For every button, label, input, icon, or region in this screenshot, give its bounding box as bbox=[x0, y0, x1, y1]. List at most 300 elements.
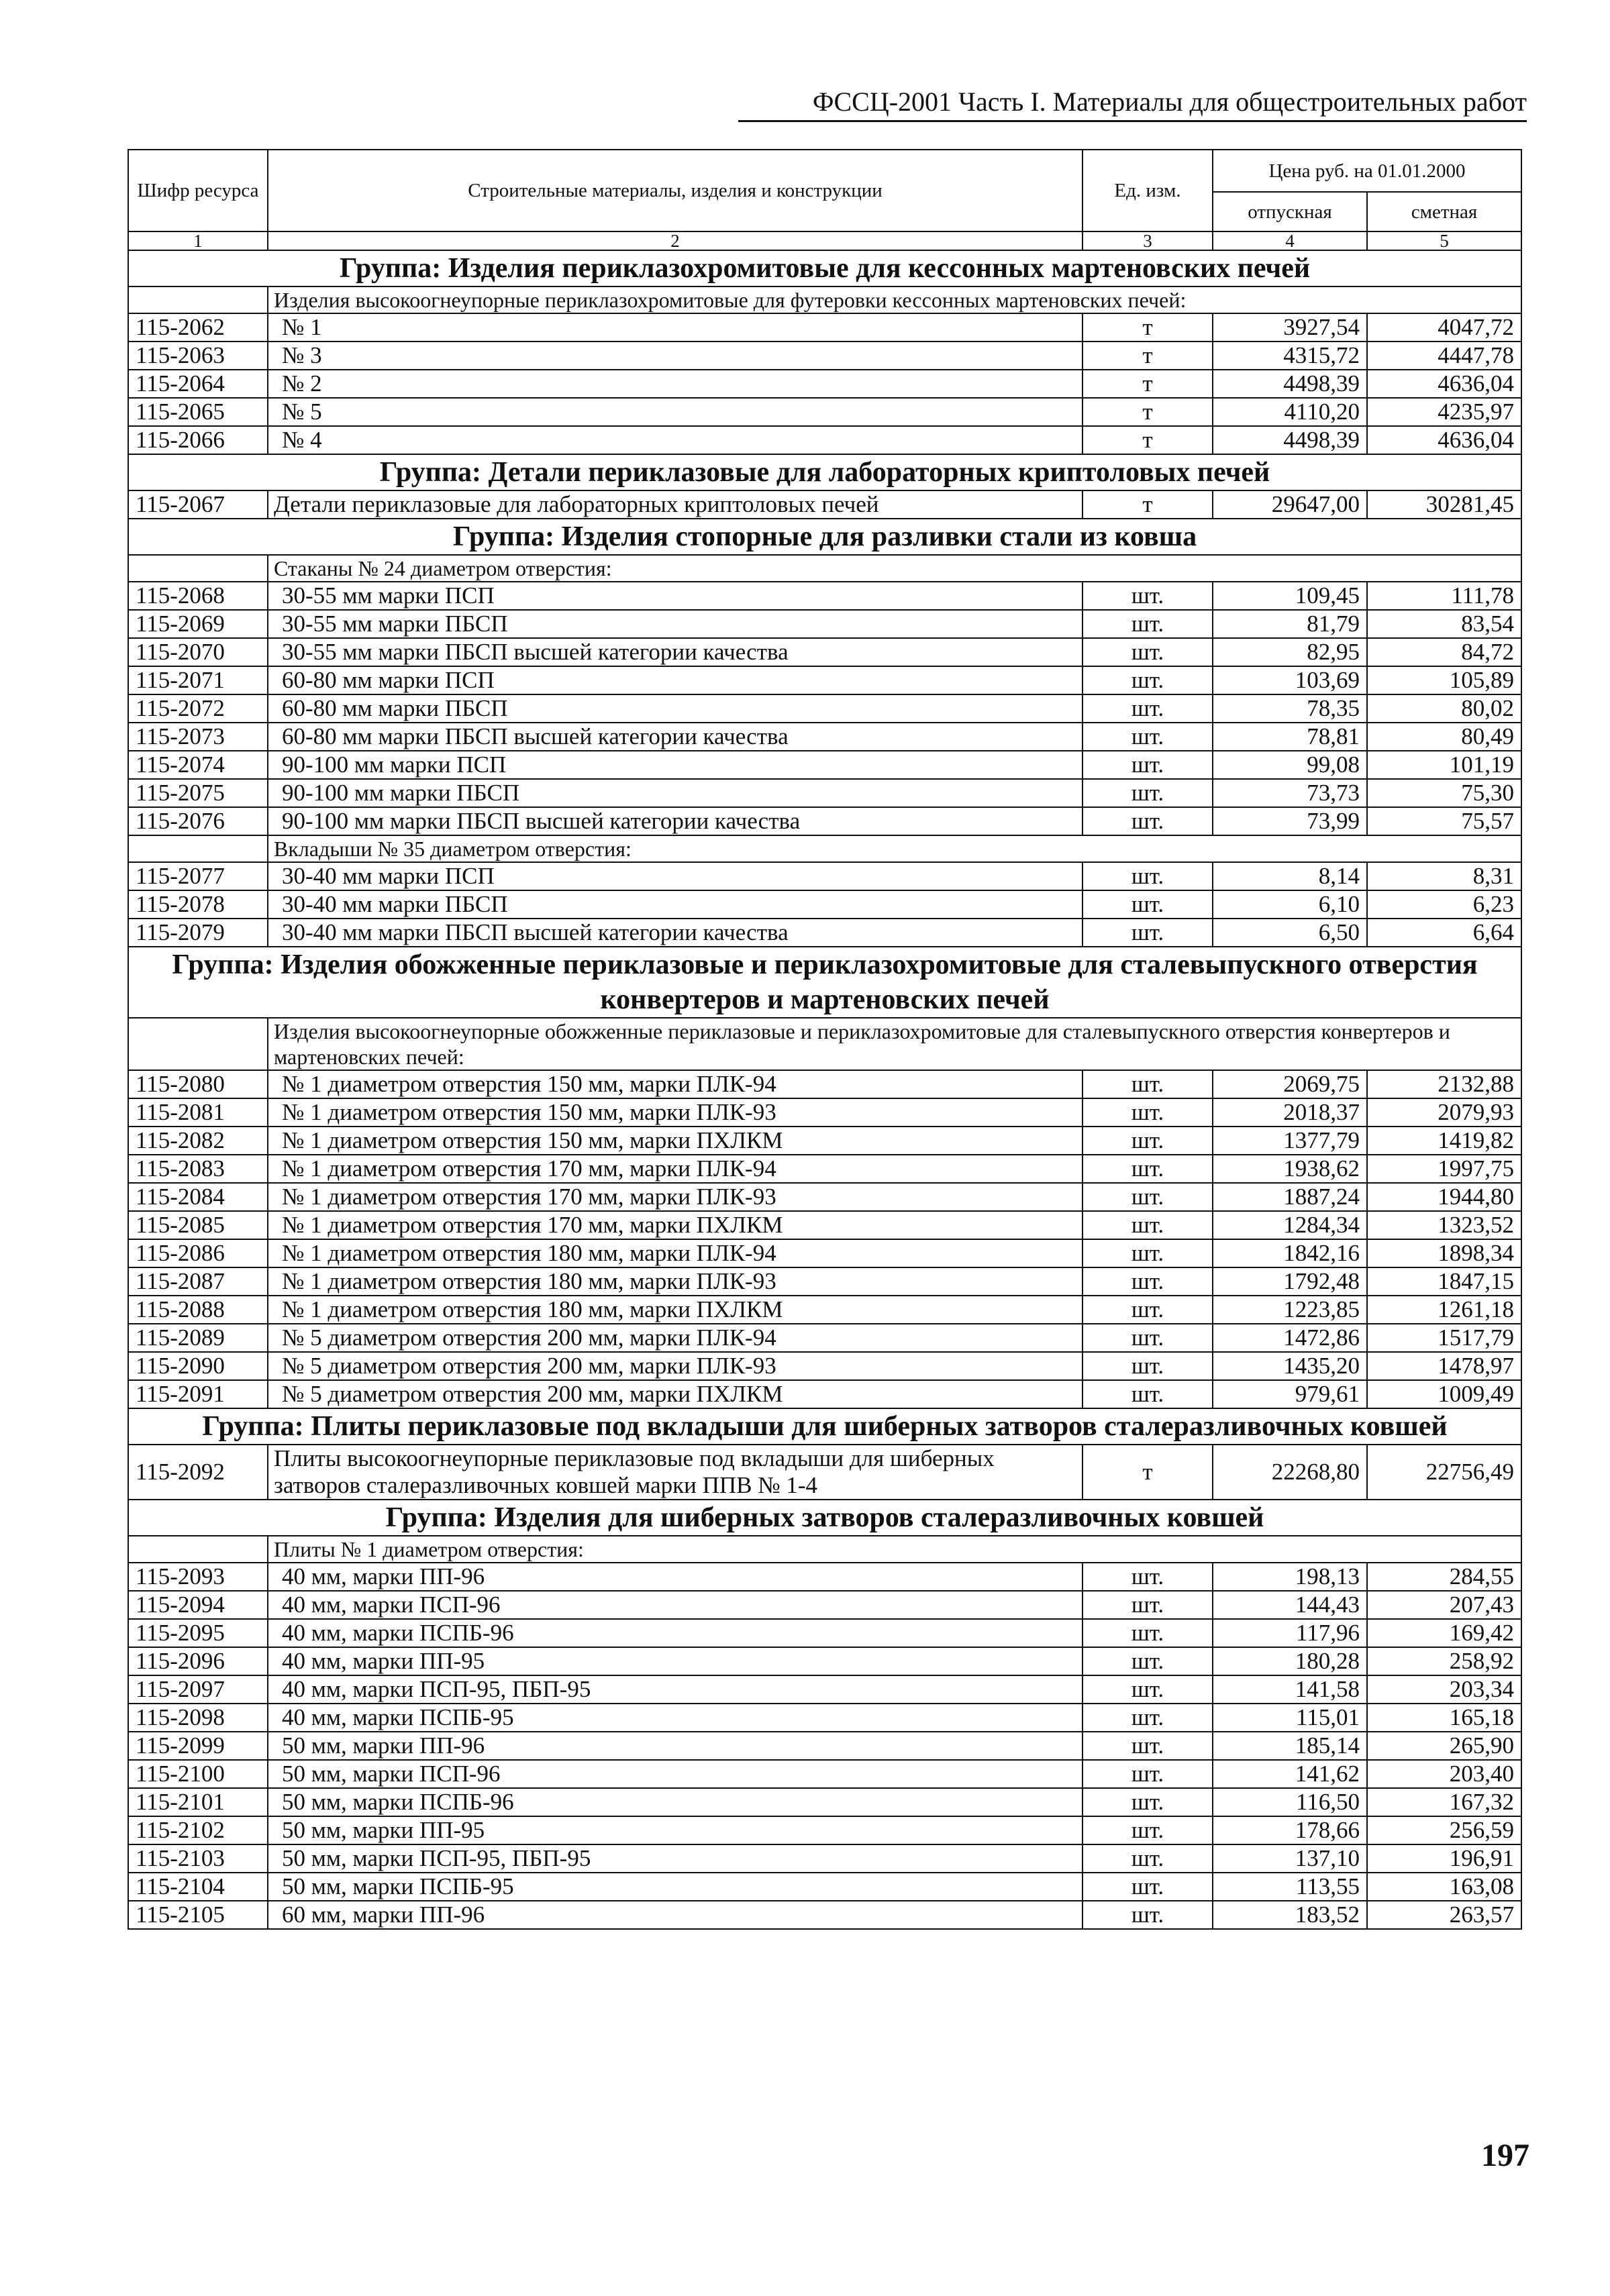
resource-code: 115-2083 bbox=[128, 1155, 268, 1183]
unit-cell: шт. bbox=[1083, 1619, 1213, 1647]
unit-cell: шт. bbox=[1083, 1591, 1213, 1619]
subheading-row bbox=[128, 555, 1521, 582]
release-price: 1472,86 bbox=[1213, 1324, 1367, 1352]
table-row bbox=[128, 666, 1521, 694]
material-name: 60-80 мм марки ПБСП bbox=[268, 694, 1083, 723]
resource-code: 115-2098 bbox=[128, 1704, 268, 1732]
resource-code: 115-2065 bbox=[128, 398, 268, 426]
empty-code-cell bbox=[128, 1536, 268, 1563]
unit-cell: шт. bbox=[1083, 1324, 1213, 1352]
estimate-price: 1944,80 bbox=[1367, 1183, 1521, 1211]
table-row bbox=[128, 1844, 1521, 1873]
unit-cell: шт. bbox=[1083, 666, 1213, 694]
table-row bbox=[128, 1760, 1521, 1788]
release-price: 1887,24 bbox=[1213, 1183, 1367, 1211]
unit-cell: шт. bbox=[1083, 1380, 1213, 1408]
resource-code: 115-2105 bbox=[128, 1901, 268, 1929]
release-price: 1435,20 bbox=[1213, 1352, 1367, 1380]
material-name: Плиты высокоогнеупорные периклазовые под вкладыши для шиберных затворов сталеразливочных ковшей марки ППВ № 1-4 bbox=[268, 1445, 1083, 1500]
resource-code: 115-2100 bbox=[128, 1760, 268, 1788]
material-name: № 3 bbox=[268, 342, 1083, 370]
estimate-price: 1478,97 bbox=[1367, 1352, 1521, 1380]
release-price: 73,73 bbox=[1213, 779, 1367, 807]
unit-cell: шт. bbox=[1083, 1211, 1213, 1239]
unit-cell: шт. bbox=[1083, 890, 1213, 919]
subheading-row bbox=[128, 286, 1521, 313]
column-number: 3 bbox=[1083, 231, 1213, 250]
material-name: 40 мм, марки ПП-96 bbox=[268, 1563, 1083, 1591]
table-row bbox=[128, 426, 1521, 454]
resource-code: 115-2073 bbox=[128, 723, 268, 751]
table-row bbox=[128, 1873, 1521, 1901]
resource-code: 115-2079 bbox=[128, 919, 268, 947]
group-title: Группа: Плиты периклазовые под вкладыши для шиберных затворов сталеразливочных ковшей bbox=[128, 1408, 1521, 1445]
unit-cell: шт. bbox=[1083, 1127, 1213, 1155]
resource-code: 115-2094 bbox=[128, 1591, 268, 1619]
unit-cell: шт. bbox=[1083, 1901, 1213, 1929]
material-name: 40 мм, марки ПСП-96 bbox=[268, 1591, 1083, 1619]
estimate-price: 1419,82 bbox=[1367, 1127, 1521, 1155]
resource-code: 115-2072 bbox=[128, 694, 268, 723]
material-name: № 4 bbox=[268, 426, 1083, 454]
group-title: Группа: Изделия для шиберных затворов сталеразливочных ковшей bbox=[128, 1500, 1521, 1536]
table-row bbox=[128, 638, 1521, 666]
table-row bbox=[128, 1675, 1521, 1704]
table-row bbox=[128, 1239, 1521, 1267]
estimate-price: 1997,75 bbox=[1367, 1155, 1521, 1183]
unit-cell: шт. bbox=[1083, 1704, 1213, 1732]
table-row bbox=[128, 779, 1521, 807]
unit-cell: шт. bbox=[1083, 1296, 1213, 1324]
header-name: Строительные материалы, изделия и конструкции bbox=[268, 150, 1083, 231]
empty-code-cell bbox=[128, 555, 268, 582]
release-price: 2018,37 bbox=[1213, 1098, 1367, 1127]
material-name: № 1 диаметром отверстия 180 мм, марки ПХЛКМ bbox=[268, 1296, 1083, 1324]
table-row bbox=[128, 890, 1521, 919]
subheading-row bbox=[128, 1536, 1521, 1563]
estimate-price: 256,59 bbox=[1367, 1816, 1521, 1844]
unit-cell: шт. bbox=[1083, 862, 1213, 890]
table-row bbox=[128, 1267, 1521, 1296]
table-row bbox=[128, 1324, 1521, 1352]
unit-cell: т bbox=[1083, 370, 1213, 398]
resource-code: 115-2087 bbox=[128, 1267, 268, 1296]
resource-code: 115-2088 bbox=[128, 1296, 268, 1324]
material-name: № 1 bbox=[268, 313, 1083, 342]
table-row bbox=[128, 1704, 1521, 1732]
unit-cell: т bbox=[1083, 342, 1213, 370]
release-price: 1792,48 bbox=[1213, 1267, 1367, 1296]
unit-cell: шт. bbox=[1083, 1239, 1213, 1267]
estimate-price: 2132,88 bbox=[1367, 1070, 1521, 1098]
resource-code: 115-2102 bbox=[128, 1816, 268, 1844]
release-price: 198,13 bbox=[1213, 1563, 1367, 1591]
material-name: Детали периклазовые для лабораторных криптоловых печей bbox=[268, 490, 1083, 519]
release-price: 3927,54 bbox=[1213, 313, 1367, 342]
release-price: 99,08 bbox=[1213, 751, 1367, 779]
table-row bbox=[128, 610, 1521, 638]
resource-code: 115-2063 bbox=[128, 342, 268, 370]
page-number: 197 bbox=[1481, 2138, 1529, 2173]
table-row bbox=[128, 1183, 1521, 1211]
release-price: 141,58 bbox=[1213, 1675, 1367, 1704]
release-price: 8,14 bbox=[1213, 862, 1367, 890]
table-row bbox=[128, 807, 1521, 835]
resource-code: 115-2069 bbox=[128, 610, 268, 638]
release-price: 115,01 bbox=[1213, 1704, 1367, 1732]
table-row bbox=[128, 1619, 1521, 1647]
estimate-price: 169,42 bbox=[1367, 1619, 1521, 1647]
group-row bbox=[128, 519, 1521, 555]
resource-code: 115-2095 bbox=[128, 1619, 268, 1647]
group-row bbox=[128, 454, 1521, 490]
estimate-price: 6,23 bbox=[1367, 890, 1521, 919]
release-price: 1223,85 bbox=[1213, 1296, 1367, 1324]
material-name: 90-100 мм марки ПБСП высшей категории качества bbox=[268, 807, 1083, 835]
estimate-price: 167,32 bbox=[1367, 1788, 1521, 1816]
release-price: 81,79 bbox=[1213, 610, 1367, 638]
resource-code: 115-2096 bbox=[128, 1647, 268, 1675]
resource-code: 115-2103 bbox=[128, 1844, 268, 1873]
estimate-price: 4636,04 bbox=[1367, 426, 1521, 454]
unit-cell: шт. bbox=[1083, 1873, 1213, 1901]
group-row bbox=[128, 947, 1521, 1018]
resource-code: 115-2070 bbox=[128, 638, 268, 666]
table-row bbox=[128, 1816, 1521, 1844]
resource-code: 115-2091 bbox=[128, 1380, 268, 1408]
estimate-price: 6,64 bbox=[1367, 919, 1521, 947]
estimate-price: 84,72 bbox=[1367, 638, 1521, 666]
release-price: 4498,39 bbox=[1213, 426, 1367, 454]
material-name: 60 мм, марки ПП-96 bbox=[268, 1901, 1083, 1929]
unit-cell: шт. bbox=[1083, 1352, 1213, 1380]
resource-code: 115-2092 bbox=[128, 1445, 268, 1500]
table-row bbox=[128, 1647, 1521, 1675]
estimate-price: 105,89 bbox=[1367, 666, 1521, 694]
estimate-price: 203,40 bbox=[1367, 1760, 1521, 1788]
resource-code: 115-2078 bbox=[128, 890, 268, 919]
resource-code: 115-2093 bbox=[128, 1563, 268, 1591]
release-price: 113,55 bbox=[1213, 1873, 1367, 1901]
estimate-price: 263,57 bbox=[1367, 1901, 1521, 1929]
column-number: 2 bbox=[268, 231, 1083, 250]
release-price: 117,96 bbox=[1213, 1619, 1367, 1647]
column-number: 5 bbox=[1367, 231, 1521, 250]
empty-code-cell bbox=[128, 286, 268, 313]
release-price: 183,52 bbox=[1213, 1901, 1367, 1929]
estimate-price: 1898,34 bbox=[1367, 1239, 1521, 1267]
table-row bbox=[128, 723, 1521, 751]
group-title: Группа: Изделия обожженные периклазовые и периклазохромитовые для сталевыпускного отверстия конвертеров и мартеновских печей bbox=[128, 947, 1521, 1018]
resource-code: 115-2104 bbox=[128, 1873, 268, 1901]
resource-code: 115-2080 bbox=[128, 1070, 268, 1098]
unit-cell: шт. bbox=[1083, 1844, 1213, 1873]
resource-code: 115-2097 bbox=[128, 1675, 268, 1704]
material-name: 50 мм, марки ПП-96 bbox=[268, 1732, 1083, 1760]
unit-cell: шт. bbox=[1083, 1267, 1213, 1296]
resource-code: 115-2082 bbox=[128, 1127, 268, 1155]
table-row bbox=[128, 751, 1521, 779]
group-title: Группа: Изделия периклазохромитовые для кессонных мартеновских печей bbox=[128, 250, 1521, 286]
release-price: 29647,00 bbox=[1213, 490, 1367, 519]
material-name: № 1 диаметром отверстия 170 мм, марки ПЛК-94 bbox=[268, 1155, 1083, 1183]
release-price: 1284,34 bbox=[1213, 1211, 1367, 1239]
release-price: 22268,80 bbox=[1213, 1445, 1367, 1500]
header-estimate-price: сметная bbox=[1367, 192, 1521, 231]
empty-code-cell bbox=[128, 835, 268, 862]
resource-code: 115-2062 bbox=[128, 313, 268, 342]
estimate-price: 203,34 bbox=[1367, 1675, 1521, 1704]
table-row bbox=[128, 919, 1521, 947]
table-row bbox=[128, 313, 1521, 342]
unit-cell: шт. bbox=[1083, 1098, 1213, 1127]
material-name: № 5 bbox=[268, 398, 1083, 426]
estimate-price: 4636,04 bbox=[1367, 370, 1521, 398]
estimate-price: 4235,97 bbox=[1367, 398, 1521, 426]
unit-cell: шт. bbox=[1083, 582, 1213, 610]
price-table-body bbox=[128, 250, 1521, 1929]
estimate-price: 8,31 bbox=[1367, 862, 1521, 890]
resource-code: 115-2086 bbox=[128, 1239, 268, 1267]
estimate-price: 4047,72 bbox=[1367, 313, 1521, 342]
subheading-row bbox=[128, 835, 1521, 862]
material-name: № 1 диаметром отверстия 150 мм, марки ПЛК-93 bbox=[268, 1098, 1083, 1127]
release-price: 979,61 bbox=[1213, 1380, 1367, 1408]
release-price: 73,99 bbox=[1213, 807, 1367, 835]
estimate-price: 1261,18 bbox=[1367, 1296, 1521, 1324]
release-price: 82,95 bbox=[1213, 638, 1367, 666]
release-price: 1938,62 bbox=[1213, 1155, 1367, 1183]
table-row bbox=[128, 862, 1521, 890]
table-row bbox=[128, 370, 1521, 398]
material-name: 50 мм, марки ПСПБ-96 bbox=[268, 1788, 1083, 1816]
resource-code: 115-2077 bbox=[128, 862, 268, 890]
table-row bbox=[128, 490, 1521, 519]
material-name: 40 мм, марки ПСПБ-96 bbox=[268, 1619, 1083, 1647]
estimate-price: 196,91 bbox=[1367, 1844, 1521, 1873]
material-name: 30-40 мм марки ПСП bbox=[268, 862, 1083, 890]
release-price: 109,45 bbox=[1213, 582, 1367, 610]
subheading-text: Изделия высокоогнеупорные обожженные периклазовые и периклазохромитовые для сталевыпускного отверстия конвертеров и мартеновских печей: bbox=[268, 1018, 1521, 1070]
material-name: 30-40 мм марки ПБСП bbox=[268, 890, 1083, 919]
estimate-price: 30281,45 bbox=[1367, 490, 1521, 519]
resource-code: 115-2064 bbox=[128, 370, 268, 398]
material-name: № 2 bbox=[268, 370, 1083, 398]
table-row bbox=[128, 1901, 1521, 1929]
material-name: № 1 диаметром отверстия 180 мм, марки ПЛК-93 bbox=[268, 1267, 1083, 1296]
table-row bbox=[128, 582, 1521, 610]
release-price: 137,10 bbox=[1213, 1844, 1367, 1873]
table-row bbox=[128, 1127, 1521, 1155]
estimate-price: 265,90 bbox=[1367, 1732, 1521, 1760]
material-name: № 1 диаметром отверстия 170 мм, марки ПХЛКМ bbox=[268, 1211, 1083, 1239]
header-unit: Ед. изм. bbox=[1083, 150, 1213, 231]
release-price: 180,28 bbox=[1213, 1647, 1367, 1675]
material-name: 90-100 мм марки ПСП bbox=[268, 751, 1083, 779]
table-row bbox=[128, 1591, 1521, 1619]
unit-cell: шт. bbox=[1083, 1816, 1213, 1844]
unit-cell: шт. bbox=[1083, 1183, 1213, 1211]
estimate-price: 1847,15 bbox=[1367, 1267, 1521, 1296]
unit-cell: шт. bbox=[1083, 807, 1213, 835]
table-row bbox=[128, 1098, 1521, 1127]
resource-code: 115-2075 bbox=[128, 779, 268, 807]
release-price: 141,62 bbox=[1213, 1760, 1367, 1788]
estimate-price: 1323,52 bbox=[1367, 1211, 1521, 1239]
resource-code: 115-2081 bbox=[128, 1098, 268, 1127]
estimate-price: 4447,78 bbox=[1367, 342, 1521, 370]
unit-cell: шт. bbox=[1083, 638, 1213, 666]
estimate-price: 163,08 bbox=[1367, 1873, 1521, 1901]
unit-cell: шт. bbox=[1083, 919, 1213, 947]
table-row bbox=[128, 694, 1521, 723]
material-name: 50 мм, марки ПСПБ-95 bbox=[268, 1873, 1083, 1901]
subheading-text: Изделия высокоогнеупорные периклазохромитовые для футеровки кессонных мартеновских печей: bbox=[268, 286, 1521, 313]
material-name: 30-55 мм марки ПБСП высшей категории качества bbox=[268, 638, 1083, 666]
estimate-price: 101,19 bbox=[1367, 751, 1521, 779]
table-row bbox=[128, 1380, 1521, 1408]
release-price: 185,14 bbox=[1213, 1732, 1367, 1760]
table-row bbox=[128, 1296, 1521, 1324]
unit-cell: т bbox=[1083, 398, 1213, 426]
material-name: № 1 диаметром отверстия 150 мм, марки ПЛК-94 bbox=[268, 1070, 1083, 1098]
release-price: 1377,79 bbox=[1213, 1127, 1367, 1155]
material-name: 40 мм, марки ПСПБ-95 bbox=[268, 1704, 1083, 1732]
resource-code: 115-2067 bbox=[128, 490, 268, 519]
resource-code: 115-2090 bbox=[128, 1352, 268, 1380]
release-price: 116,50 bbox=[1213, 1788, 1367, 1816]
release-price: 6,10 bbox=[1213, 890, 1367, 919]
group-row bbox=[128, 1408, 1521, 1445]
group-row bbox=[128, 250, 1521, 286]
unit-cell: шт. bbox=[1083, 1788, 1213, 1816]
resource-code: 115-2084 bbox=[128, 1183, 268, 1211]
resource-code: 115-2066 bbox=[128, 426, 268, 454]
material-name: 90-100 мм марки ПБСП bbox=[268, 779, 1083, 807]
subheading-text: Вкладыши № 35 диаметром отверстия: bbox=[268, 835, 1521, 862]
estimate-price: 111,78 bbox=[1367, 582, 1521, 610]
unit-cell: шт. bbox=[1083, 1070, 1213, 1098]
group-row bbox=[128, 1500, 1521, 1536]
header-code: Шифр ресурса bbox=[128, 150, 268, 231]
table-row bbox=[128, 1732, 1521, 1760]
estimate-price: 284,55 bbox=[1367, 1563, 1521, 1591]
unit-cell: шт. bbox=[1083, 1647, 1213, 1675]
material-name: 40 мм, марки ПСП-95, ПБП-95 bbox=[268, 1675, 1083, 1704]
estimate-price: 165,18 bbox=[1367, 1704, 1521, 1732]
table-row bbox=[128, 1211, 1521, 1239]
column-number: 1 bbox=[128, 231, 268, 250]
table-row bbox=[128, 1445, 1521, 1500]
release-price: 4110,20 bbox=[1213, 398, 1367, 426]
unit-cell: т bbox=[1083, 490, 1213, 519]
table-row bbox=[128, 1070, 1521, 1098]
unit-cell: т bbox=[1083, 426, 1213, 454]
resource-code: 115-2085 bbox=[128, 1211, 268, 1239]
estimate-price: 1517,79 bbox=[1367, 1324, 1521, 1352]
header-release-price: отпускная bbox=[1213, 192, 1367, 231]
resource-code: 115-2099 bbox=[128, 1732, 268, 1760]
estimate-price: 22756,49 bbox=[1367, 1445, 1521, 1500]
estimate-price: 75,30 bbox=[1367, 779, 1521, 807]
unit-cell: шт. bbox=[1083, 610, 1213, 638]
material-name: 30-55 мм марки ПБСП bbox=[268, 610, 1083, 638]
subheading-text: Стаканы № 24 диаметром отверстия: bbox=[268, 555, 1521, 582]
group-title: Группа: Детали периклазовые для лабораторных криптоловых печей bbox=[128, 454, 1521, 490]
table-row bbox=[128, 1155, 1521, 1183]
price-table bbox=[128, 149, 1522, 1930]
unit-cell: шт. bbox=[1083, 1732, 1213, 1760]
estimate-price: 2079,93 bbox=[1367, 1098, 1521, 1127]
subheading-text: Плиты № 1 диаметром отверстия: bbox=[268, 1536, 1521, 1563]
material-name: 60-80 мм марки ПБСП высшей категории качества bbox=[268, 723, 1083, 751]
material-name: № 1 диаметром отверстия 170 мм, марки ПЛК-93 bbox=[268, 1183, 1083, 1211]
unit-cell: т bbox=[1083, 1445, 1213, 1500]
resource-code: 115-2071 bbox=[128, 666, 268, 694]
material-name: № 1 диаметром отверстия 150 мм, марки ПХЛКМ bbox=[268, 1127, 1083, 1155]
resource-code: 115-2076 bbox=[128, 807, 268, 835]
release-price: 78,81 bbox=[1213, 723, 1367, 751]
unit-cell: шт. bbox=[1083, 1675, 1213, 1704]
header-price: Цена руб. на 01.01.2000 bbox=[1213, 150, 1521, 192]
estimate-price: 1009,49 bbox=[1367, 1380, 1521, 1408]
resource-code: 115-2101 bbox=[128, 1788, 268, 1816]
resource-code: 115-2074 bbox=[128, 751, 268, 779]
subheading-row bbox=[128, 1018, 1521, 1070]
material-name: 30-40 мм марки ПБСП высшей категории качества bbox=[268, 919, 1083, 947]
material-name: № 1 диаметром отверстия 180 мм, марки ПЛК-94 bbox=[268, 1239, 1083, 1267]
unit-cell: шт. bbox=[1083, 1563, 1213, 1591]
release-price: 78,35 bbox=[1213, 694, 1367, 723]
table-row bbox=[128, 1788, 1521, 1816]
release-price: 4498,39 bbox=[1213, 370, 1367, 398]
table-row bbox=[128, 1352, 1521, 1380]
estimate-price: 258,92 bbox=[1367, 1647, 1521, 1675]
estimate-price: 75,57 bbox=[1367, 807, 1521, 835]
running-head: ФССЦ-2001 Часть I. Материалы для общестроительных работ bbox=[738, 86, 1527, 122]
estimate-price: 83,54 bbox=[1367, 610, 1521, 638]
material-name: № 5 диаметром отверстия 200 мм, марки ПЛК-93 bbox=[268, 1352, 1083, 1380]
table-row bbox=[128, 342, 1521, 370]
unit-cell: т bbox=[1083, 313, 1213, 342]
unit-cell: шт. bbox=[1083, 723, 1213, 751]
estimate-price: 80,49 bbox=[1367, 723, 1521, 751]
release-price: 2069,75 bbox=[1213, 1070, 1367, 1098]
group-title: Группа: Изделия стопорные для разливки стали из ковша bbox=[128, 519, 1521, 555]
material-name: 30-55 мм марки ПСП bbox=[268, 582, 1083, 610]
material-name: 50 мм, марки ПСП-95, ПБП-95 bbox=[268, 1844, 1083, 1873]
release-price: 144,43 bbox=[1213, 1591, 1367, 1619]
release-price: 178,66 bbox=[1213, 1816, 1367, 1844]
table-row bbox=[128, 1563, 1521, 1591]
unit-cell: шт. bbox=[1083, 751, 1213, 779]
material-name: 60-80 мм марки ПСП bbox=[268, 666, 1083, 694]
unit-cell: шт. bbox=[1083, 694, 1213, 723]
unit-cell: шт. bbox=[1083, 779, 1213, 807]
material-name: № 5 диаметром отверстия 200 мм, марки ПЛК-94 bbox=[268, 1324, 1083, 1352]
release-price: 103,69 bbox=[1213, 666, 1367, 694]
unit-cell: шт. bbox=[1083, 1155, 1213, 1183]
unit-cell: шт. bbox=[1083, 1760, 1213, 1788]
column-number: 4 bbox=[1213, 231, 1367, 250]
release-price: 1842,16 bbox=[1213, 1239, 1367, 1267]
material-name: № 5 диаметром отверстия 200 мм, марки ПХЛКМ bbox=[268, 1380, 1083, 1408]
resource-code: 115-2068 bbox=[128, 582, 268, 610]
release-price: 4315,72 bbox=[1213, 342, 1367, 370]
empty-code-cell bbox=[128, 1018, 268, 1070]
material-name: 50 мм, марки ПП-95 bbox=[268, 1816, 1083, 1844]
material-name: 50 мм, марки ПСП-96 bbox=[268, 1760, 1083, 1788]
